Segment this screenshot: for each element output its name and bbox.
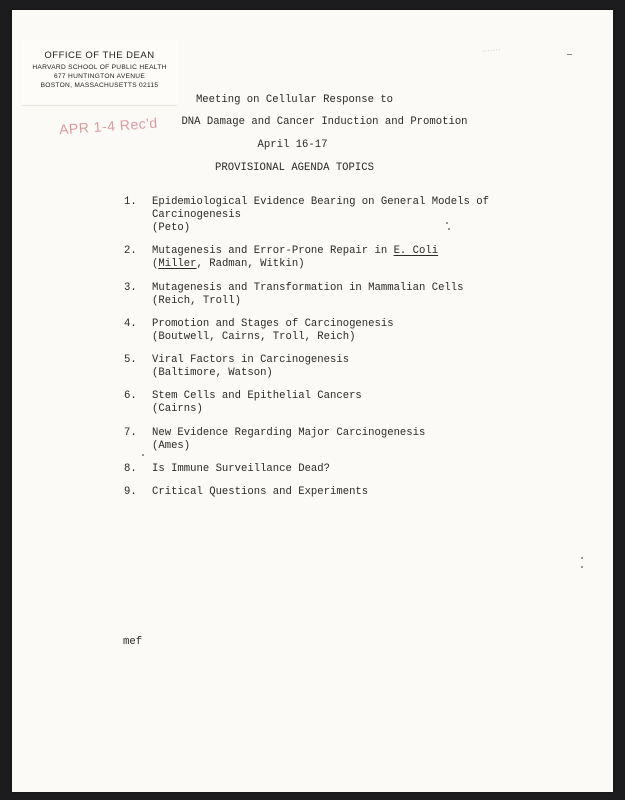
item-title: Promotion and Stages of Carcinogenesis <box>152 317 394 330</box>
meeting-title-line-1: Meeting on Cellular Response to <box>195 94 394 106</box>
agenda-item <box>124 245 574 271</box>
document-page <box>12 10 613 792</box>
meeting-title-line-2: DNA Damage and Cancer Induction and Promotion <box>181 116 468 128</box>
item-title: Stem Cells and Epithelial Cancers <box>152 390 362 403</box>
item-title: Viral Factors in Carcinogenesis <box>152 354 350 367</box>
stamp-line-2: HARVARD SCHOOL OF PUBLIC HEALTH <box>32 64 167 71</box>
corner-dash-mark <box>567 54 572 55</box>
item-title: New Evidence Regarding Major Carcinogenesis <box>152 426 426 439</box>
meeting-date: April 16-17 <box>257 139 328 151</box>
organism-name: E. Coli <box>393 245 439 258</box>
agenda-heading: PROVISIONAL AGENDA TOPICS <box>215 162 374 174</box>
item-title <box>152 245 574 258</box>
item-title: Is Immune Surveillance Dead? <box>152 463 331 476</box>
agenda-item <box>124 463 574 476</box>
item-people: (Boutwell, Cairns, Troll, Reich) <box>152 330 356 343</box>
person-underlined: Miller <box>158 258 197 271</box>
item-number: 5. <box>124 354 137 367</box>
received-date-stamp: APR 1-4 Rec'd <box>58 114 159 138</box>
speck-mark <box>581 557 583 559</box>
item-people: (Cairns) <box>152 403 203 416</box>
item-people: (Baltimore, Watson) <box>152 367 273 380</box>
stamp-line-1: OFFICE OF THE DEAN <box>44 50 155 61</box>
typist-initials: mef <box>123 636 143 648</box>
item-title-text: Mutagenesis and Error-Prone Repair in <box>152 245 394 258</box>
item-number: 1. <box>124 196 137 208</box>
stamp-line-3: 677 HUNTINGTON AVENUE <box>53 73 146 80</box>
item-number: 3. <box>124 281 137 294</box>
item-title: Critical Questions and Experiments <box>152 486 369 499</box>
agenda-list <box>124 196 574 510</box>
agenda-item <box>124 427 574 453</box>
speck-mark <box>581 566 583 568</box>
item-people: (Peto) <box>152 222 191 234</box>
item-number: 4. <box>124 317 137 330</box>
agenda-item <box>124 390 574 416</box>
agenda-item <box>124 318 574 344</box>
item-number: 9. <box>124 486 137 499</box>
corner-pencil-mark: ······· <box>481 45 502 56</box>
agenda-item <box>124 282 574 308</box>
item-number: 6. <box>124 390 137 403</box>
agenda-item <box>124 196 574 235</box>
item-people: (Ames) <box>152 439 191 452</box>
agenda-item <box>124 486 574 499</box>
stamp-line-4: BOSTON, MASSACHUSETTS 02115 <box>40 82 159 89</box>
people-rest: , Radman, Witkin) <box>196 258 305 271</box>
item-people: (Miller, Radman, Witkin) <box>152 258 305 271</box>
item-number: 8. <box>124 463 137 476</box>
item-people: (Reich, Troll) <box>152 294 242 307</box>
item-title: Epidemiological Evidence Bearing on General Models of Carcinogenesis <box>152 196 489 221</box>
item-number: 2. <box>124 245 137 258</box>
agenda-item <box>124 354 574 380</box>
item-title: Mutagenesis and Transformation in Mammalian Cells <box>152 281 464 294</box>
item-number: 7. <box>124 426 137 439</box>
